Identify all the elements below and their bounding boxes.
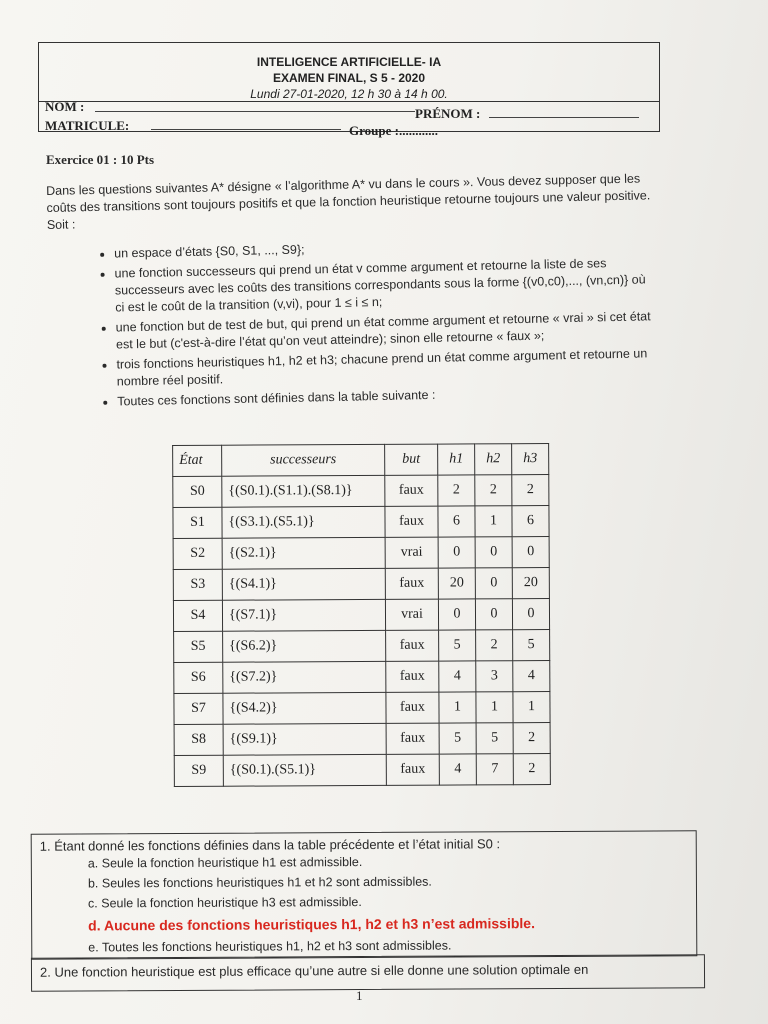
question-1-stem: 1. Étant donné les fonctions définies dans la table précédente et l’état initial S0 : <box>39 836 501 854</box>
cell-h2: 7 <box>476 754 513 785</box>
cell-h1: 4 <box>439 754 476 785</box>
header-etat: État <box>173 445 222 476</box>
header-h1: h1 <box>438 444 475 475</box>
cell-etat: S7 <box>174 693 223 724</box>
cell-etat: S6 <box>174 662 223 693</box>
cell-but: faux <box>386 661 439 692</box>
table-row <box>174 754 550 787</box>
bullet-item: • Toutes ces fonctions sont définies dans la table suivante : <box>117 382 655 410</box>
cell-successeurs: {(S9.1)} <box>223 723 386 755</box>
header-but: but <box>385 444 438 475</box>
nom-label: NOM : <box>45 99 85 114</box>
cell-successeurs: {(S0.1).(S1.1).(S8.1)} <box>222 475 385 507</box>
table-row <box>173 568 549 601</box>
cell-h3: 20 <box>512 568 549 599</box>
table-row <box>174 661 550 694</box>
cell-h3: 0 <box>512 537 549 568</box>
cell-but: faux <box>385 568 438 599</box>
cell-etat: S8 <box>174 724 223 755</box>
bullet-item: • un espace d’états {S0, S1, ..., S9}; <box>114 234 652 262</box>
exam-date: Lundi 27-01-2020, 12 h 30 à 14 h 00. <box>250 87 448 101</box>
table-row <box>174 692 550 725</box>
cell-successeurs: {(S0.1).(S5.1)} <box>223 754 386 786</box>
cell-successeurs: {(S7.1)} <box>222 599 385 631</box>
prenom-line <box>489 117 639 118</box>
prenom-label: PRÉNOM : <box>415 106 481 121</box>
cell-successeurs: {(S6.2)} <box>223 630 386 662</box>
cell-h1: 5 <box>439 723 476 754</box>
cell-h3: 2 <box>512 475 549 506</box>
option-d-highlighted: d. Aucune des fonctions heuristiques h1, h2 et h3 n’est admissible. <box>88 915 535 934</box>
course-title: INTELIGENCE ARTIFICIELLE- IA <box>256 55 442 69</box>
exam-title: EXAMEN FINAL, S 5 - 2020 <box>272 71 426 85</box>
matricule-line <box>151 129 341 130</box>
cell-etat: S2 <box>173 538 222 569</box>
header-h2: h2 <box>475 444 512 475</box>
cell-but: faux <box>386 692 439 723</box>
cell-but: faux <box>386 754 439 785</box>
exercise-title: Exercice 01 : 10 Pts <box>46 152 155 167</box>
cell-but: faux <box>386 630 439 661</box>
cell-h1: 6 <box>438 506 475 537</box>
bullet-item: • trois fonctions heuristiques h1, h2 et h3; chacune prend un état comme argument et retourne un nombre réel positif. <box>116 345 655 390</box>
table-row <box>174 723 550 756</box>
cell-h2: 1 <box>476 692 513 723</box>
groupe-label: Groupe :............ <box>349 123 438 138</box>
bullet-item: • une fonction but de test de but, qui prend un état comme argument et retourne « vrai » si cet état est le but (c'est-à-dire l’état qu’on veut atteindre); sinon elle retourne « faux »; <box>116 308 655 353</box>
cell-h2: 2 <box>476 630 513 661</box>
option-a: a. Seule la fonction heuristique h1 est admissible. <box>87 855 363 871</box>
cell-etat: S4 <box>173 600 222 631</box>
cell-h2: 0 <box>475 599 512 630</box>
cell-h3: 2 <box>513 754 550 785</box>
table-row <box>174 630 550 663</box>
cell-etat: S5 <box>174 631 223 662</box>
cell-but: faux <box>385 506 438 537</box>
cell-successeurs: {(S7.2)} <box>223 661 386 693</box>
table-row <box>173 506 549 539</box>
cell-h3: 1 <box>513 692 550 723</box>
cell-but: vrai <box>385 599 438 630</box>
cell-h2: 0 <box>475 568 512 599</box>
exam-header-box <box>38 42 660 138</box>
cell-h2: 0 <box>475 537 512 568</box>
cell-h1: 1 <box>439 692 476 723</box>
cell-h3: 2 <box>513 723 550 754</box>
question-2-stem: 2. Une fonction heuristique est plus efficace qu’une autre si elle donne une solution optimale en <box>39 961 589 980</box>
matricule-label: MATRICULE: <box>45 118 130 133</box>
nom-line <box>95 111 415 112</box>
cell-etat: S3 <box>173 569 222 600</box>
table-row <box>173 537 549 570</box>
cell-h1: 20 <box>438 568 475 599</box>
cell-but: faux <box>386 723 439 754</box>
cell-h2: 3 <box>476 661 513 692</box>
cell-h1: 2 <box>438 475 475 506</box>
cell-h3: 4 <box>513 661 550 692</box>
table-header-row <box>173 444 549 477</box>
header-h3: h3 <box>512 444 549 475</box>
state-table <box>172 443 551 787</box>
cell-h3: 6 <box>512 506 549 537</box>
cell-h1: 5 <box>439 630 476 661</box>
cell-h3: 5 <box>513 630 550 661</box>
option-b: b. Seules les fonctions heuristiques h1 et h2 sont admissibles. <box>87 874 432 891</box>
cell-successeurs: {(S3.1).(S5.1)} <box>222 506 385 538</box>
cell-h1: 4 <box>439 661 476 692</box>
page-number: 1 <box>356 988 363 1003</box>
header-divider <box>39 101 659 102</box>
cell-h1: 0 <box>438 599 475 630</box>
question-2-box <box>31 954 705 992</box>
cell-etat: S0 <box>173 476 222 507</box>
table-row <box>173 599 549 632</box>
cell-h2: 2 <box>475 475 512 506</box>
cell-etat: S1 <box>173 507 222 538</box>
cell-but: faux <box>385 475 438 506</box>
cell-h1: 0 <box>438 537 475 568</box>
header-successeurs: successeurs <box>222 444 385 476</box>
question-1-box <box>31 830 698 959</box>
bullet-item: • une fonction successeurs qui prend un état v comme argument et retourne la liste de ses successeurs avec les coûts des transitions correspondants sous la forme {(v0,c0),..., (vn,cn)} où ci est le coût de la transition (v,vi), pour 1 ≤ i ≤ n; <box>114 254 653 316</box>
table-row <box>173 475 549 508</box>
cell-h3: 0 <box>512 599 549 630</box>
cell-but: vrai <box>385 537 438 568</box>
cell-h2: 1 <box>475 506 512 537</box>
cell-h2: 5 <box>476 723 513 754</box>
cell-successeurs: {(S4.2)} <box>223 692 386 724</box>
definition-list <box>92 234 655 414</box>
intro-paragraph: Dans les questions suivantes A* désigne « l’algorithme A* vu dans le cours ». Vous devez supposer que les coûts des transitions sont toujours positifs et que la fonction heuristique retourne toujours une valeur positive. Soit : <box>46 171 651 232</box>
cell-successeurs: {(S4.1)} <box>222 568 385 600</box>
option-c: c. Seule la fonction heuristique h3 est admissible. <box>88 895 362 911</box>
cell-successeurs: {(S2.1)} <box>222 537 385 569</box>
cell-etat: S9 <box>174 755 223 786</box>
option-e: e. Toutes les fonctions heuristiques h1, h2 et h3 sont admissibles. <box>88 938 452 955</box>
